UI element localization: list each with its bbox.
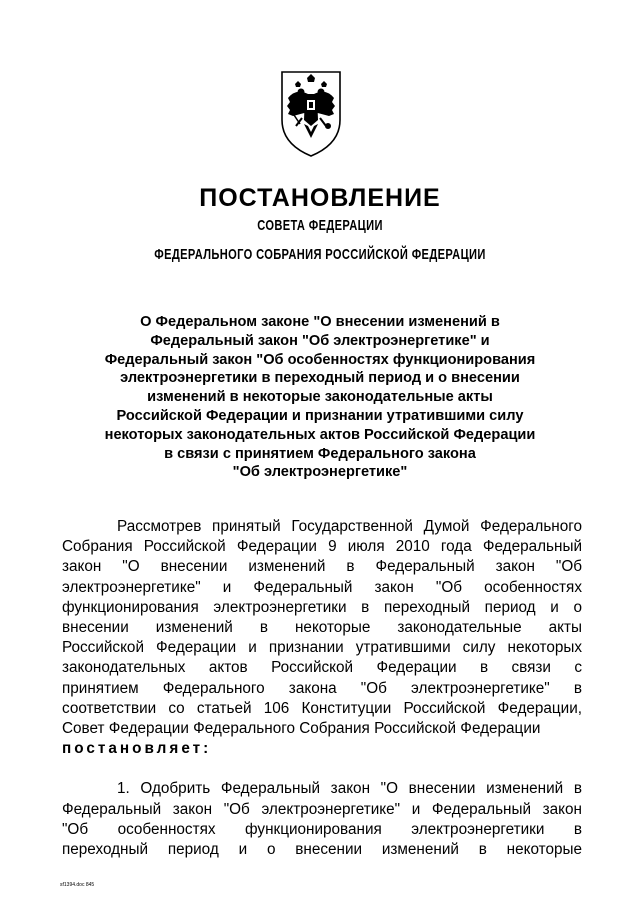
body-line: принятием Федерального закона "Об электроэнергетике" в — [62, 679, 582, 697]
document-subtitle-council: СОВЕТА ФЕДЕРАЦИИ — [257, 217, 383, 234]
body-line: Собрания Российской Федерации 9 июля 2010 года Федеральный — [62, 538, 582, 556]
body-line: соответствии со статьей 106 Конституции Российской Федерации, — [62, 699, 582, 717]
resolution-subject — [60, 313, 580, 482]
body-line: Федеральный закон "Об электроэнергетике" и Федеральный закон — [62, 800, 582, 818]
subject-line: Федеральный закон "Об электроэнергетике" и — [150, 332, 490, 349]
subject-line: О Федеральном законе "О внесении изменений в — [140, 314, 500, 330]
subject-line: в связи с принятием Федерального закона — [164, 445, 476, 462]
subject-line: изменений в некоторые законодательные акты — [147, 389, 493, 406]
subject-line: Российской Федерации и признании утратившими силу — [116, 407, 524, 424]
body-line: функционирования электроэнергетики в переходный период и о — [62, 598, 582, 616]
subject-line: электроэнергетики в переходный период и о внесении — [120, 370, 520, 387]
body-line: "Об особенностях функционирования электроэнергетики в — [62, 820, 582, 838]
body-line: Рассмотрев принятый Государственной Думой Федерального — [117, 518, 582, 535]
subject-line: Федеральный закон "Об особенностях функционирования — [104, 351, 536, 368]
document-body — [62, 517, 582, 860]
subject-line: некоторых законодательных актов Российской Федерации — [104, 426, 536, 443]
body-line: закон "О внесении изменений в Федеральный закон "Об — [62, 558, 582, 576]
document-title: ПОСТАНОВЛЕНИЕ — [199, 184, 441, 212]
body-line: внесении изменений в некоторые законодательные акты — [62, 619, 582, 637]
file-reference: sf1394.doc 845 — [60, 882, 95, 888]
resolves-word: постановляет: — [62, 740, 212, 758]
subject-line: "Об электроэнергетике" — [232, 464, 408, 481]
document-subtitle-assembly: ФЕДЕРАЛЬНОГО СОБРАНИЯ РОССИЙСКОЙ ФЕДЕРАЦИИ — [154, 246, 486, 263]
body-line: Российской Федерации и признании утратившими силу некоторых — [62, 639, 582, 657]
body-line: законодательных актов Российской Федерации в связи с — [62, 659, 582, 677]
body-line: переходный период и о внесении изменений в некоторые — [62, 841, 582, 859]
body-line: Совет Федерации Федерального Собрания Российской Федерации — [62, 720, 541, 738]
body-line: электроэнергетике" и Федеральный закон "Об особенностях — [62, 578, 582, 596]
body-line: 1. Одобрить Федеральный закон "О внесении изменений в — [117, 780, 582, 798]
russian-coat-of-arms-icon — [278, 68, 344, 158]
